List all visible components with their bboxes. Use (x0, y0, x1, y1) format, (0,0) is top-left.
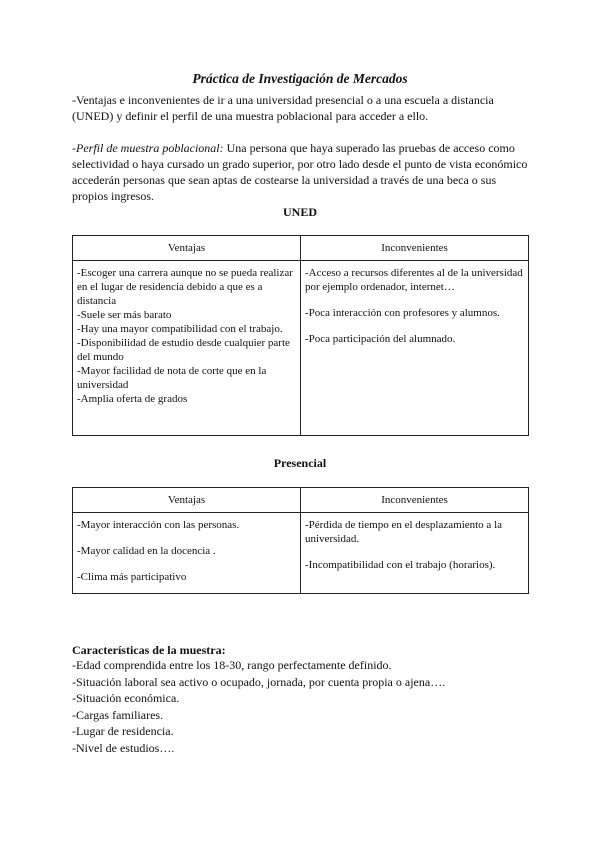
presencial-heading: Presencial (273, 456, 327, 470)
presencial-table-row (73, 513, 529, 594)
list-item: -Mayor interacción con las personas. (77, 519, 240, 531)
list-item: -Suele ser más barato (77, 309, 172, 321)
uned-heading: UNED (282, 205, 317, 219)
uned-disadvantages-cell (301, 261, 529, 436)
uned-table-header (73, 236, 529, 261)
list-item: -Pérdida de tiempo en el desplazamiento a la universidad. (305, 519, 503, 545)
uned-col-disadvantages: Inconvenientes (301, 236, 529, 261)
list-item: -Mayor calidad en la docencia . (77, 545, 216, 557)
list-item: -Amplia oferta de grados (77, 393, 188, 405)
list-item: -Lugar de residencia. (72, 724, 174, 738)
list-item: -Poca interacción con profesores y alumnos. (305, 307, 500, 319)
profile-text: Una persona que haya superado las pruebas de acceso como selectividad o haya cursado un grado superior, por otro lado desde el punto de vista económico accederán personas que sean aptas de costearse la universidad a través de una beca o sus propios ingresos. (72, 141, 528, 203)
list-item: -Situación laboral sea activo o ocupado, jornada, por cuenta propia o ajena…. (72, 674, 446, 689)
list-item: -Edad comprendida entre los 18-30, rango perfectamente definido. (72, 658, 392, 672)
uned-table-row (73, 261, 529, 436)
document-title: Práctica de Investigación de Mercados (192, 71, 408, 86)
presencial-col-advantages: Ventajas (73, 488, 301, 513)
list-item: -Nivel de estudios…. (72, 740, 175, 755)
presencial-advantages-cell (73, 513, 301, 594)
list-item: -Hay una mayor compatibilidad con el trabajo. (77, 323, 283, 335)
list-item: -Situación económica. (72, 691, 180, 705)
presencial-table (72, 487, 529, 594)
presencial-col-disadvantages: Inconvenientes (301, 488, 529, 513)
presencial-disadvantages-cell (301, 513, 529, 594)
list-item: -Clima más participativo (77, 571, 187, 583)
presencial-table-header (73, 488, 529, 513)
uned-table (72, 235, 529, 436)
sample-heading: Características de la muestra: (72, 643, 226, 657)
sample-list (72, 657, 532, 756)
list-item: -Cargas familiares. (72, 707, 164, 722)
profile-label: -Perfil de muestra poblacional: (72, 141, 224, 155)
list-item: -Acceso a recursos diferentes al de la universidad por ejemplo ordenador, internet… (305, 267, 523, 293)
list-item: -Incompatibilidad con el trabajo (horarios). (305, 559, 496, 571)
list-item: -Disponibilidad de estudio desde cualquier parte del mundo (77, 337, 290, 363)
uned-advantages-cell (73, 261, 301, 436)
intro-paragraph: -Ventajas e inconvenientes de ir a una universidad presencial o a una escuela a distancia (UNED) y definir el perfil de una muestra poblacional para acceder a ello. (72, 93, 494, 123)
profile-paragraph (72, 140, 532, 204)
list-item: -Poca participación del alumnado. (305, 333, 456, 345)
list-item: -Escoger una carrera aunque no se pueda realizar en el lugar de residencia debido a que es a distancia (77, 267, 293, 307)
list-item: -Mayor facilidad de nota de corte que en la universidad (77, 365, 267, 391)
uned-col-advantages: Ventajas (73, 236, 301, 261)
